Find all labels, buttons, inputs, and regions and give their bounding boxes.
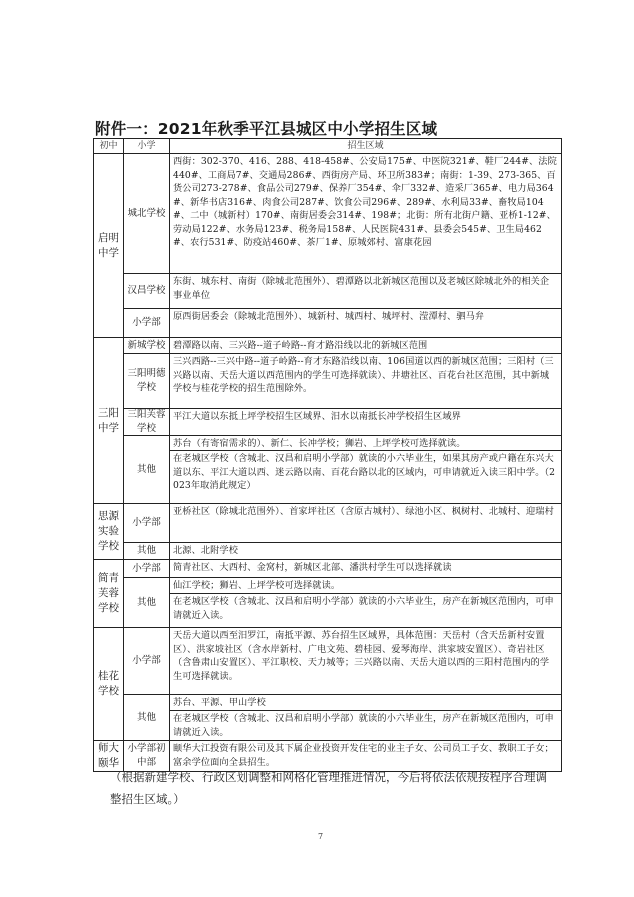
sub-hanchang: 汉昌学校 [124,274,170,309]
sub-guihua-primary: 小学部 [124,628,170,695]
area-guihua-other-1: 苏台、平源、甲山学校 [170,695,561,711]
sub-guihua-other: 其他 [124,695,170,741]
area-sanyang-other [170,436,562,504]
adjustment-note: （根据新建学校、行政区划调整和网格化管理推进情况，今后将依法依规按程序合理调整招生区域。） [110,770,547,806]
area-jianqing-primary: 简青社区、大西村、金窝村，新城区北部、潘洪村学生可以选择就读 [170,560,562,578]
sub-jianqing-primary: 小学部 [124,560,170,578]
sub-shida-yihua: 小学部初中部 [124,741,170,772]
sub-sanyang-other: 其他 [124,436,170,504]
sub-xincheng: 新城学校 [124,338,170,354]
header-primary-school: 小学 [124,139,170,154]
sub-sanyang-mingde: 三阳明德学校 [124,354,170,409]
page-title: 附件一：2021年秋季平江县城区中小学招生区域 [95,120,438,138]
area-jianqing-other-1: 仙江学校；狮岩、上坪学校可选择就读。 [170,578,561,594]
school-guihua: 桂花学校 [94,628,124,741]
area-chengbei: 西街：302-370、416、288、418-458#、公安局175#、中医院321#、鞋厂244#、法院440#、工商局7#、交通局286#、西街房产局、环卫所383#；南街：1-39、273-365、百货公司273-278#、食品公司279#、保养厂354#、伞厂332#、造采厂365#、电力局364#、新华书店316#、肉食公司287#、饮食公司296#、289#、水利局33#、畜牧局104#、二中（城新村）170#、南街居委会314#、198#；北街：所有北街户籍、亚桥1-12#、劳动局122#、水务局123#、税务局158#、人民医院431#、县委会545#、卫生局462#、农行531#、防疫站460#、茶厂1#、原城郊村、富康花园 [170,154,562,274]
header-middle-school: 初中 [94,139,124,154]
sub-jianqing-other: 其他 [124,578,170,628]
school-sanyang: 三阳中学 [94,338,124,504]
sub-siyuan-primary: 小学部 [124,504,170,543]
area-jianqing-other [170,578,562,628]
sub-qiming-primary: 小学部 [124,309,170,338]
area-shida-yihua: 颐华大江投资有限公司及其下属企业投资开发住宅的业主子女、公司员工子女、教职工子女；富余学位面向全县招生。 [170,741,562,772]
school-jianqing: 简青芙蓉学校 [94,560,124,628]
area-guihua-other [170,695,562,741]
header-enrollment-area: 招生区域 [170,139,562,154]
area-sanyang-mingde: 三兴西路--三兴中路--道子岭路--育才东路沿线以南、106国道以西的新城区范围；三阳村（三兴路以南、天岳大道以西范围内的学生可选择就读）、井塘社区、百花台社区范围，其中新城学校与桂花学校的招生范围除外。 [170,354,562,409]
area-hanchang: 东街、城东村、南街（除城北范围外）、碧潭路以北新城区范围以及老城区除城北外的相关企事业单位 [170,274,562,309]
area-qiming-primary: 原西街居委会（除城北范围外）、城新村、城西村、城坪村、滢潭村、驷马弁 [170,309,562,338]
enrollment-table [93,138,562,772]
sub-siyuan-other: 其他 [124,543,170,560]
sub-chengbei: 城北学校 [124,154,170,274]
page-number: 7 [318,832,324,841]
area-jianqing-other-2: 在老城区学校（含城北、汉昌和启明小学部）就读的小六毕业生，房产在新城区范围内，可申请就近入读。 [173,596,554,621]
area-siyuan-other: 北源、北附学校 [170,543,562,560]
sub-sanyang-furong: 三阳芙蓉学校 [124,409,170,436]
area-guihua-other-2: 在老城区学校（含城北、汉昌和启明小学部）就读的小六毕业生，房产在新城区范围内，可申请就近入读。 [173,713,554,738]
area-guihua-primary: 天岳大道以西至汨罗江，南抵平源、苏台招生区域界，具体范围：天岳村（含天岳新村安置区）、洪家坡社区（含水岸新村、广电文苑、碧桂园、爱琴海岸、洪家坡安置区）、奇岩社区（含鲁肃山安置区）、平江职校、天力城等；三兴路以南、天岳大道以西的三阳村范围内的学生可选择就读。 [170,628,562,695]
area-siyuan-primary: 亚桥社区（除城北范围外）、首家坪社区（含原古城村）、绿池小区、枫树村、北城村、迎瑞村 [170,504,562,543]
school-shida-yihua: 师大颐华 [94,741,124,772]
school-siyuan: 思源实验学校 [94,504,124,560]
area-sanyang-furong: 平江大道以东抵上坪学校招生区域界、汨水以南抵长冲学校招生区域界 [170,409,562,436]
area-sanyang-other-1: 苏台（有寄宿需求的）、新仁、长冲学校；狮岩、上坪学校可选择就读。 [170,436,561,451]
school-qiming: 启明中学 [94,154,124,338]
area-xincheng: 碧潭路以南、三兴路--道子岭路--育才路沿线以北的新城区范围 [170,338,562,354]
area-sanyang-other-2: 在老城区学校（含城北、汉昌和启明小学部）就读的小六毕业生，如果其房产或户籍在东兴大道以东、平江大道以西、迷云路以南、百花台路以北的区域内，可申请就近入读三阳中学。（2023年取消此规定） [173,453,556,491]
